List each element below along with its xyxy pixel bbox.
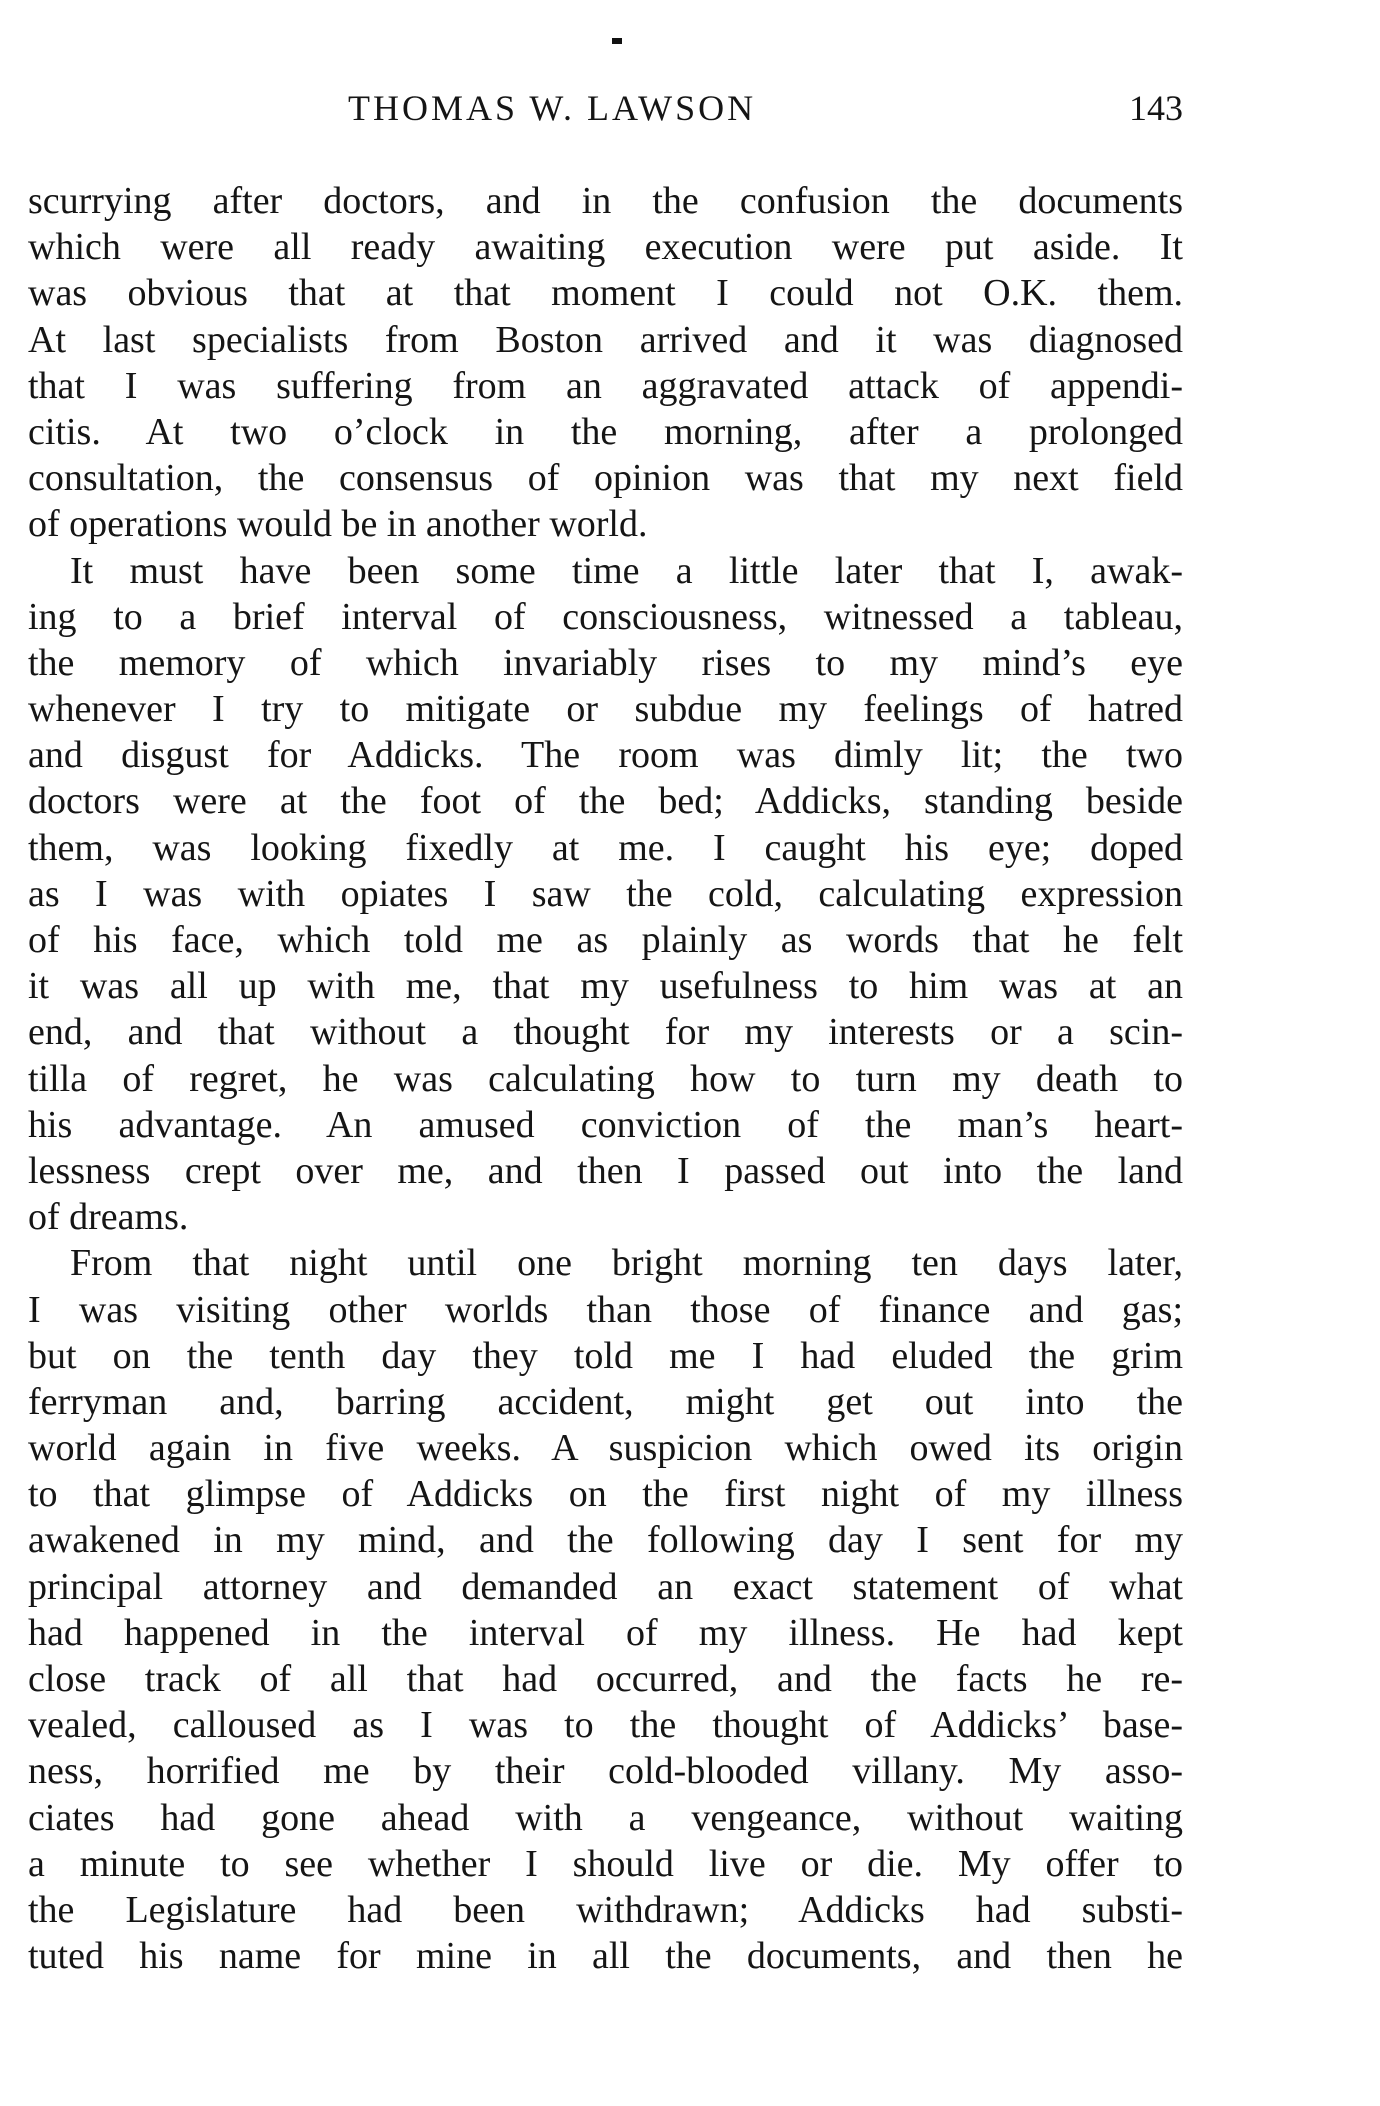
text-line: to that glimpse of Addicks on the first night of my illness: [28, 1473, 1183, 1516]
text-line: but on the tenth day they told me I had eluded the grim: [28, 1334, 1183, 1377]
text-line: and disgust for Addicks. The room was dimly lit; the two: [28, 734, 1183, 777]
text-line: had happened in the interval of my illness. He had kept: [28, 1611, 1183, 1654]
text-line: ness, horrified me by their cold-blooded villany. My asso-: [28, 1750, 1183, 1793]
text-line: tilla of regret, he was calculating how to turn my death to: [28, 1057, 1183, 1100]
text-line: doctors were at the foot of the bed; Addicks, standing beside: [28, 780, 1183, 823]
text-line: vealed, calloused as I was to the thought of Addicks’ base-: [28, 1704, 1183, 1747]
text-line: consultation, the consensus of opinion was that my next field: [28, 457, 1183, 500]
text-line: a minute to see whether I should live or die. My offer to: [28, 1842, 1183, 1885]
paragraph-start-line: From that night until one bright morning ten days later,: [70, 1242, 1183, 1285]
text-line: the memory of which invariably rises to my mind’s eye: [28, 641, 1183, 684]
body-text: [28, 178, 1183, 1979]
text-line: At last specialists from Boston arrived and it was diagnosed: [28, 318, 1183, 361]
text-line: them, was looking fixedly at me. I caught his eye; doped: [28, 826, 1183, 869]
text-line: close track of all that had occurred, and the facts he re-: [28, 1658, 1183, 1700]
running-title: THOMAS W. LAWSON: [348, 88, 757, 128]
text-line: of operations would be in another world.: [28, 503, 648, 546]
text-line: awakened in my mind, and the following day I sent for my: [28, 1519, 1183, 1562]
text-line: that I was suffering from an aggravated attack of appendi-: [28, 364, 1183, 407]
text-line: ferryman and, barring accident, might get out into the: [28, 1380, 1183, 1423]
text-line: whenever I try to mitigate or subdue my feelings of hatred: [28, 688, 1183, 731]
text-line: his advantage. An amused conviction of the man’s heart-: [28, 1103, 1183, 1146]
text-line: ing to a brief interval of consciousness, witnessed a tableau,: [28, 595, 1183, 638]
text-line: scurrying after doctors, and in the confusion the documents: [28, 180, 1183, 222]
text-line: tuted his name for mine in all the documents, and then he: [28, 1935, 1183, 1978]
text-line: as I was with opiates I saw the cold, calculating expression: [28, 872, 1183, 915]
paragraph-start-line: It must have been some time a little later that I, awak-: [70, 549, 1183, 592]
text-line: world again in five weeks. A suspicion which owed its origin: [28, 1427, 1183, 1470]
text-line: lessness crept over me, and then I passed out into the land: [28, 1149, 1183, 1192]
text-line: the Legislature had been withdrawn; Addicks had substi-: [28, 1888, 1183, 1931]
text-line: it was all up with me, that my usefulness to him was at an: [28, 965, 1183, 1008]
text-line: citis. At two o’clock in the morning, after a prolonged: [28, 410, 1183, 453]
page-number: 143: [1129, 88, 1183, 128]
running-head: [28, 84, 1183, 132]
text-line: ciates had gone ahead with a vengeance, without waiting: [28, 1796, 1183, 1839]
text-line: end, and that without a thought for my interests or a scin-: [28, 1011, 1183, 1054]
text-line: I was visiting other worlds than those of finance and gas;: [28, 1288, 1183, 1331]
text-line: which were all ready awaiting execution were put aside. It: [28, 226, 1183, 269]
top-ink-mark: [612, 38, 622, 44]
text-line: of his face, which told me as plainly as words that he felt: [28, 919, 1183, 961]
text-line: was obvious that at that moment I could not O.K. them.: [28, 272, 1183, 315]
text-line: of dreams.: [28, 1196, 189, 1239]
text-line: principal attorney and demanded an exact statement of what: [28, 1565, 1183, 1608]
